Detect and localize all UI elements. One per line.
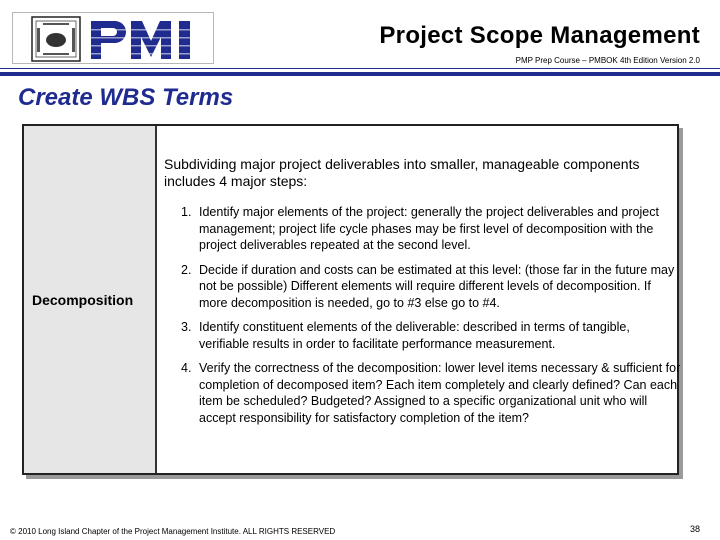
step-text: Identify major elements of the project: generally the project deliverables and project management; project life cycle phases may be first level of decomposition with the project deliverables repeated at the second level. bbox=[199, 205, 659, 252]
term-column bbox=[24, 126, 157, 473]
list-item bbox=[181, 204, 681, 254]
step-number: 1. bbox=[181, 205, 192, 219]
list-item bbox=[181, 262, 681, 312]
header-title: Project Scope Management bbox=[379, 22, 700, 49]
list-item bbox=[181, 319, 681, 352]
footer-copyright: © 2010 Long Island Chapter of the Project Management Institute. ALL RIGHTS RESERVED bbox=[10, 527, 336, 536]
step-number: 2. bbox=[181, 262, 192, 277]
chapter-seal-icon bbox=[31, 16, 81, 62]
term-table bbox=[22, 124, 679, 475]
steps-list bbox=[181, 204, 681, 434]
step-number: 4. bbox=[181, 361, 192, 375]
definition-intro: Subdividing major project deliverables into smaller, manageable components includes 4 major steps: bbox=[164, 156, 640, 189]
pmi-logo-icon bbox=[89, 17, 211, 61]
term-label: Decomposition bbox=[32, 292, 134, 308]
header-rule-thin bbox=[0, 68, 720, 69]
page-number: 38 bbox=[689, 524, 700, 534]
step-number: 3. bbox=[181, 320, 192, 334]
slide-title: Create WBS Terms bbox=[18, 84, 234, 111]
step-text: Verify the correctness of the decomposition: lower level items necessary & sufficient for completion of decomposed item? Each item completely and clearly defined? Can each item be scheduled? Budgeted? Assigned to a specific organizational unit who will accept responsibility for satisfactory completion of the item? bbox=[199, 361, 681, 425]
list-item bbox=[181, 360, 681, 426]
step-text: Identify constituent elements of the deliverable: described in terms of tangible, verifiable results in order to facilitate performance measurement. bbox=[199, 320, 630, 351]
step-text: Decide if duration and costs can be estimated at this level: (those far in the future may not be possible) Different elements will require different levels of decomposition. If more decomposition is needed, go to #3 else go to #4. bbox=[199, 262, 675, 310]
header-subtitle: PMP Prep Course – PMBOK 4th Edition Version 2.0 bbox=[515, 56, 700, 65]
header-rule-thick bbox=[0, 72, 720, 76]
logo bbox=[12, 12, 214, 64]
